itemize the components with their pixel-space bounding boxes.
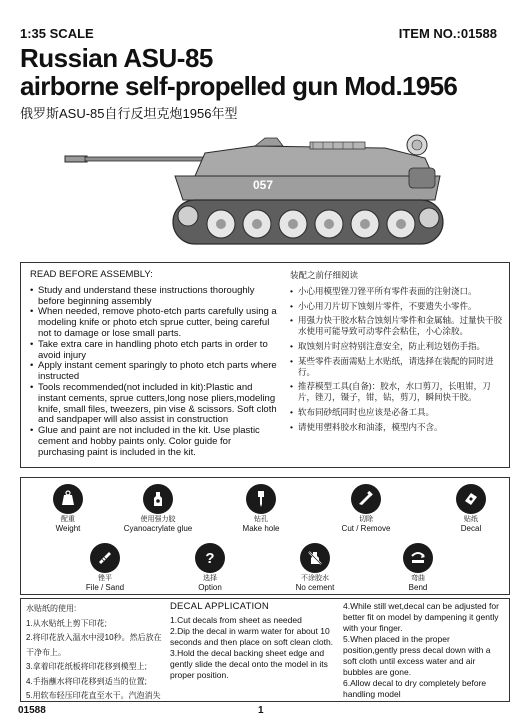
symbol-decal: [426, 484, 516, 533]
decal-step-en: 1.Cut decals from sheet as needed: [170, 615, 302, 625]
decal-step-cn: 1.从水贴纸上剪下印花;: [26, 618, 107, 628]
symbol-bend: [373, 543, 463, 592]
no-cement-icon: [300, 543, 330, 573]
symbol-label-en: Cut / Remove: [341, 524, 391, 533]
question-icon: [195, 543, 225, 573]
decal-icon: [456, 484, 486, 514]
symbol-no-cement: [270, 543, 360, 592]
tank-illustration: [55, 128, 455, 258]
symbol-label-cn: 使用强力胶: [140, 516, 176, 523]
instruction-item-cn: • 取蚀刻片时应特别注意安全，防止利边划伤手指。: [290, 341, 505, 352]
symbol-label-cn: 切除: [359, 516, 373, 523]
symbol-label-en: Weight: [55, 524, 81, 533]
decal-instructions-en-continued: [343, 601, 505, 700]
footer-item-code: 01588: [18, 705, 46, 716]
page-title-line1: Russian ASU-85: [20, 43, 213, 73]
page-title-line2: airborne self-propelled gun Mod.1956: [20, 71, 458, 101]
instruction-item-cn: • 小心用刀片切下蚀刻片零件，不要遗失小零件。: [290, 301, 505, 312]
instruction-item: • Apply instant cement sparingly to photo etch parts where instructed: [30, 361, 280, 383]
instruction-item-cn: • 请使用塑料胶水和油漆，模型内不含。: [290, 422, 505, 433]
stowage-box: [310, 142, 365, 149]
decal-step-cn: 5.用软布轻压印花直至水干。汽泡消失: [26, 691, 161, 700]
symbol-glue: [113, 484, 203, 533]
weight-icon: [53, 484, 83, 514]
instruction-item-cn: • 推荐模型工具(自备)：胶水，水口剪刀，长咀钳，刀片，锉刀，镊子，钳，钻，剪刀，瞬间快干胶。: [290, 381, 505, 403]
scale-label: 1:35 SCALE: [20, 26, 94, 41]
decal-step-cn: 3.拿着印花纸板将印花移到模型上;: [26, 662, 147, 671]
instruction-item: • Tools recommended(not included in kit):Plastic and instant cements, sprue cutters,long nose pliers,modeling knife, small files, tweezers, pin vise & scissors. Soft cloth and sandpaper will also assist in construction: [30, 383, 280, 426]
symbol-label-en: Make hole: [242, 524, 280, 533]
instructions-heading-en: READ BEFORE ASSEMBLY:: [30, 269, 153, 280]
svg-text:?: ?: [205, 550, 215, 567]
symbol-label-en: Bend: [408, 583, 428, 592]
decal-step-en: 3.Hold the decal backing sheet edge and gently slide the decal onto the model in its proper position.: [170, 648, 328, 680]
symbol-label-cn: 配重: [61, 516, 75, 523]
symbol-label-cn: 钻孔: [254, 516, 268, 523]
instructions-english: [30, 270, 280, 459]
instruction-item-cn: • 用强力快干胶水粘合蚀刻片零件和金属轴。过量快干胶水使用可能导致可动零件会粘住，小心涂胶。: [290, 315, 505, 337]
decal-heading-cn: 水贴纸的使用:: [26, 604, 77, 613]
symbol-label-en: No cement: [295, 583, 335, 592]
instruction-item: • Study and understand these instructions thoroughly before beginning assembly: [30, 286, 280, 308]
muzzle-brake: [65, 156, 87, 162]
instruction-item: • Glue and paint are not included in the kit. Use plastic cement and hobby paints only. Color guide for purchasing paint is included in the kit.: [30, 426, 280, 458]
page-title-chinese: 俄罗斯ASU-85自行反坦克炮1956年型: [20, 106, 238, 121]
bend-icon: [403, 543, 433, 573]
decal-step-cn: 2.将印花放入温水中浸10秒。然后放在干净布上。: [26, 633, 162, 657]
symbol-cut: [321, 484, 411, 533]
instruction-item: • When needed, remove photo-etch parts carefully using a modeling knife or photo etch sprue cutter, being careful not to damage or lose small parts.: [30, 307, 280, 339]
instruction-item-cn: • 软布同砂纸同时也应该是必备工具。: [290, 407, 505, 418]
hull-number: 057: [253, 178, 274, 192]
drill-icon: [246, 484, 276, 514]
symbol-label-cn: 锉平: [98, 575, 112, 582]
decal-instructions-cn: [26, 602, 164, 704]
instructions-heading-cn: 装配之前仔细阅读: [290, 270, 359, 280]
symbol-weight: [23, 484, 113, 533]
decal-step-en: 5.When placed in the proper position,gently press decal down with a soft cloth until excess water and air bubbles are gone.: [343, 634, 491, 677]
hull-side: [175, 176, 440, 200]
symbol-label-en: Decal: [460, 524, 482, 533]
symbol-label-en: File / Sand: [85, 583, 125, 592]
commander-cupola: [255, 138, 283, 146]
decal-step-en: 2.Dip the decal in warm water for about 10 seconds and then place on soft clean cloth.: [170, 626, 334, 647]
symbol-label-cn: 弯曲: [411, 575, 425, 582]
item-number: ITEM NO.:01588: [398, 26, 497, 41]
instruction-item-cn: • 某些零件表面需贴上水贴纸，请选择在装配的同时进行。: [290, 356, 505, 378]
instruction-item-cn: • 小心用模型锉刀锉平所有零件表面的注射浇口。: [290, 286, 505, 297]
decal-instructions-en: [170, 601, 340, 681]
instruction-item: • Take extra care in handling photo etch parts in order to avoid injury: [30, 340, 280, 362]
decal-heading-en: DECAL APPLICATION: [170, 601, 269, 612]
symbol-label-cn: 选择: [203, 575, 217, 582]
symbol-drill: [216, 484, 306, 533]
symbol-label-cn: 不涂胶水: [301, 575, 329, 582]
knife-icon: [351, 484, 381, 514]
symbol-label-en: Option: [198, 583, 222, 592]
page-number: 1: [258, 705, 264, 716]
glue-icon: [143, 484, 173, 514]
fuel-drum: [409, 168, 435, 188]
symbol-label-cn: 贴纸: [464, 516, 478, 523]
upper-hull: [195, 146, 433, 176]
symbol-option: [165, 543, 255, 592]
symbol-label-en: Cyanoacrylate glue: [123, 524, 193, 533]
decal-step-en: 6.Allow decal to dry completely before handling model: [343, 678, 487, 699]
file-icon: [90, 543, 120, 573]
decal-step-cn: 4.手指蘸水将印花移到适当的位置;: [26, 676, 147, 686]
symbol-file: [60, 543, 150, 592]
decal-step-en: 4.While still wet,decal can be adjusted for better fit on model by dampening it gently with your finger.: [343, 601, 499, 633]
instructions-chinese: [290, 270, 505, 437]
